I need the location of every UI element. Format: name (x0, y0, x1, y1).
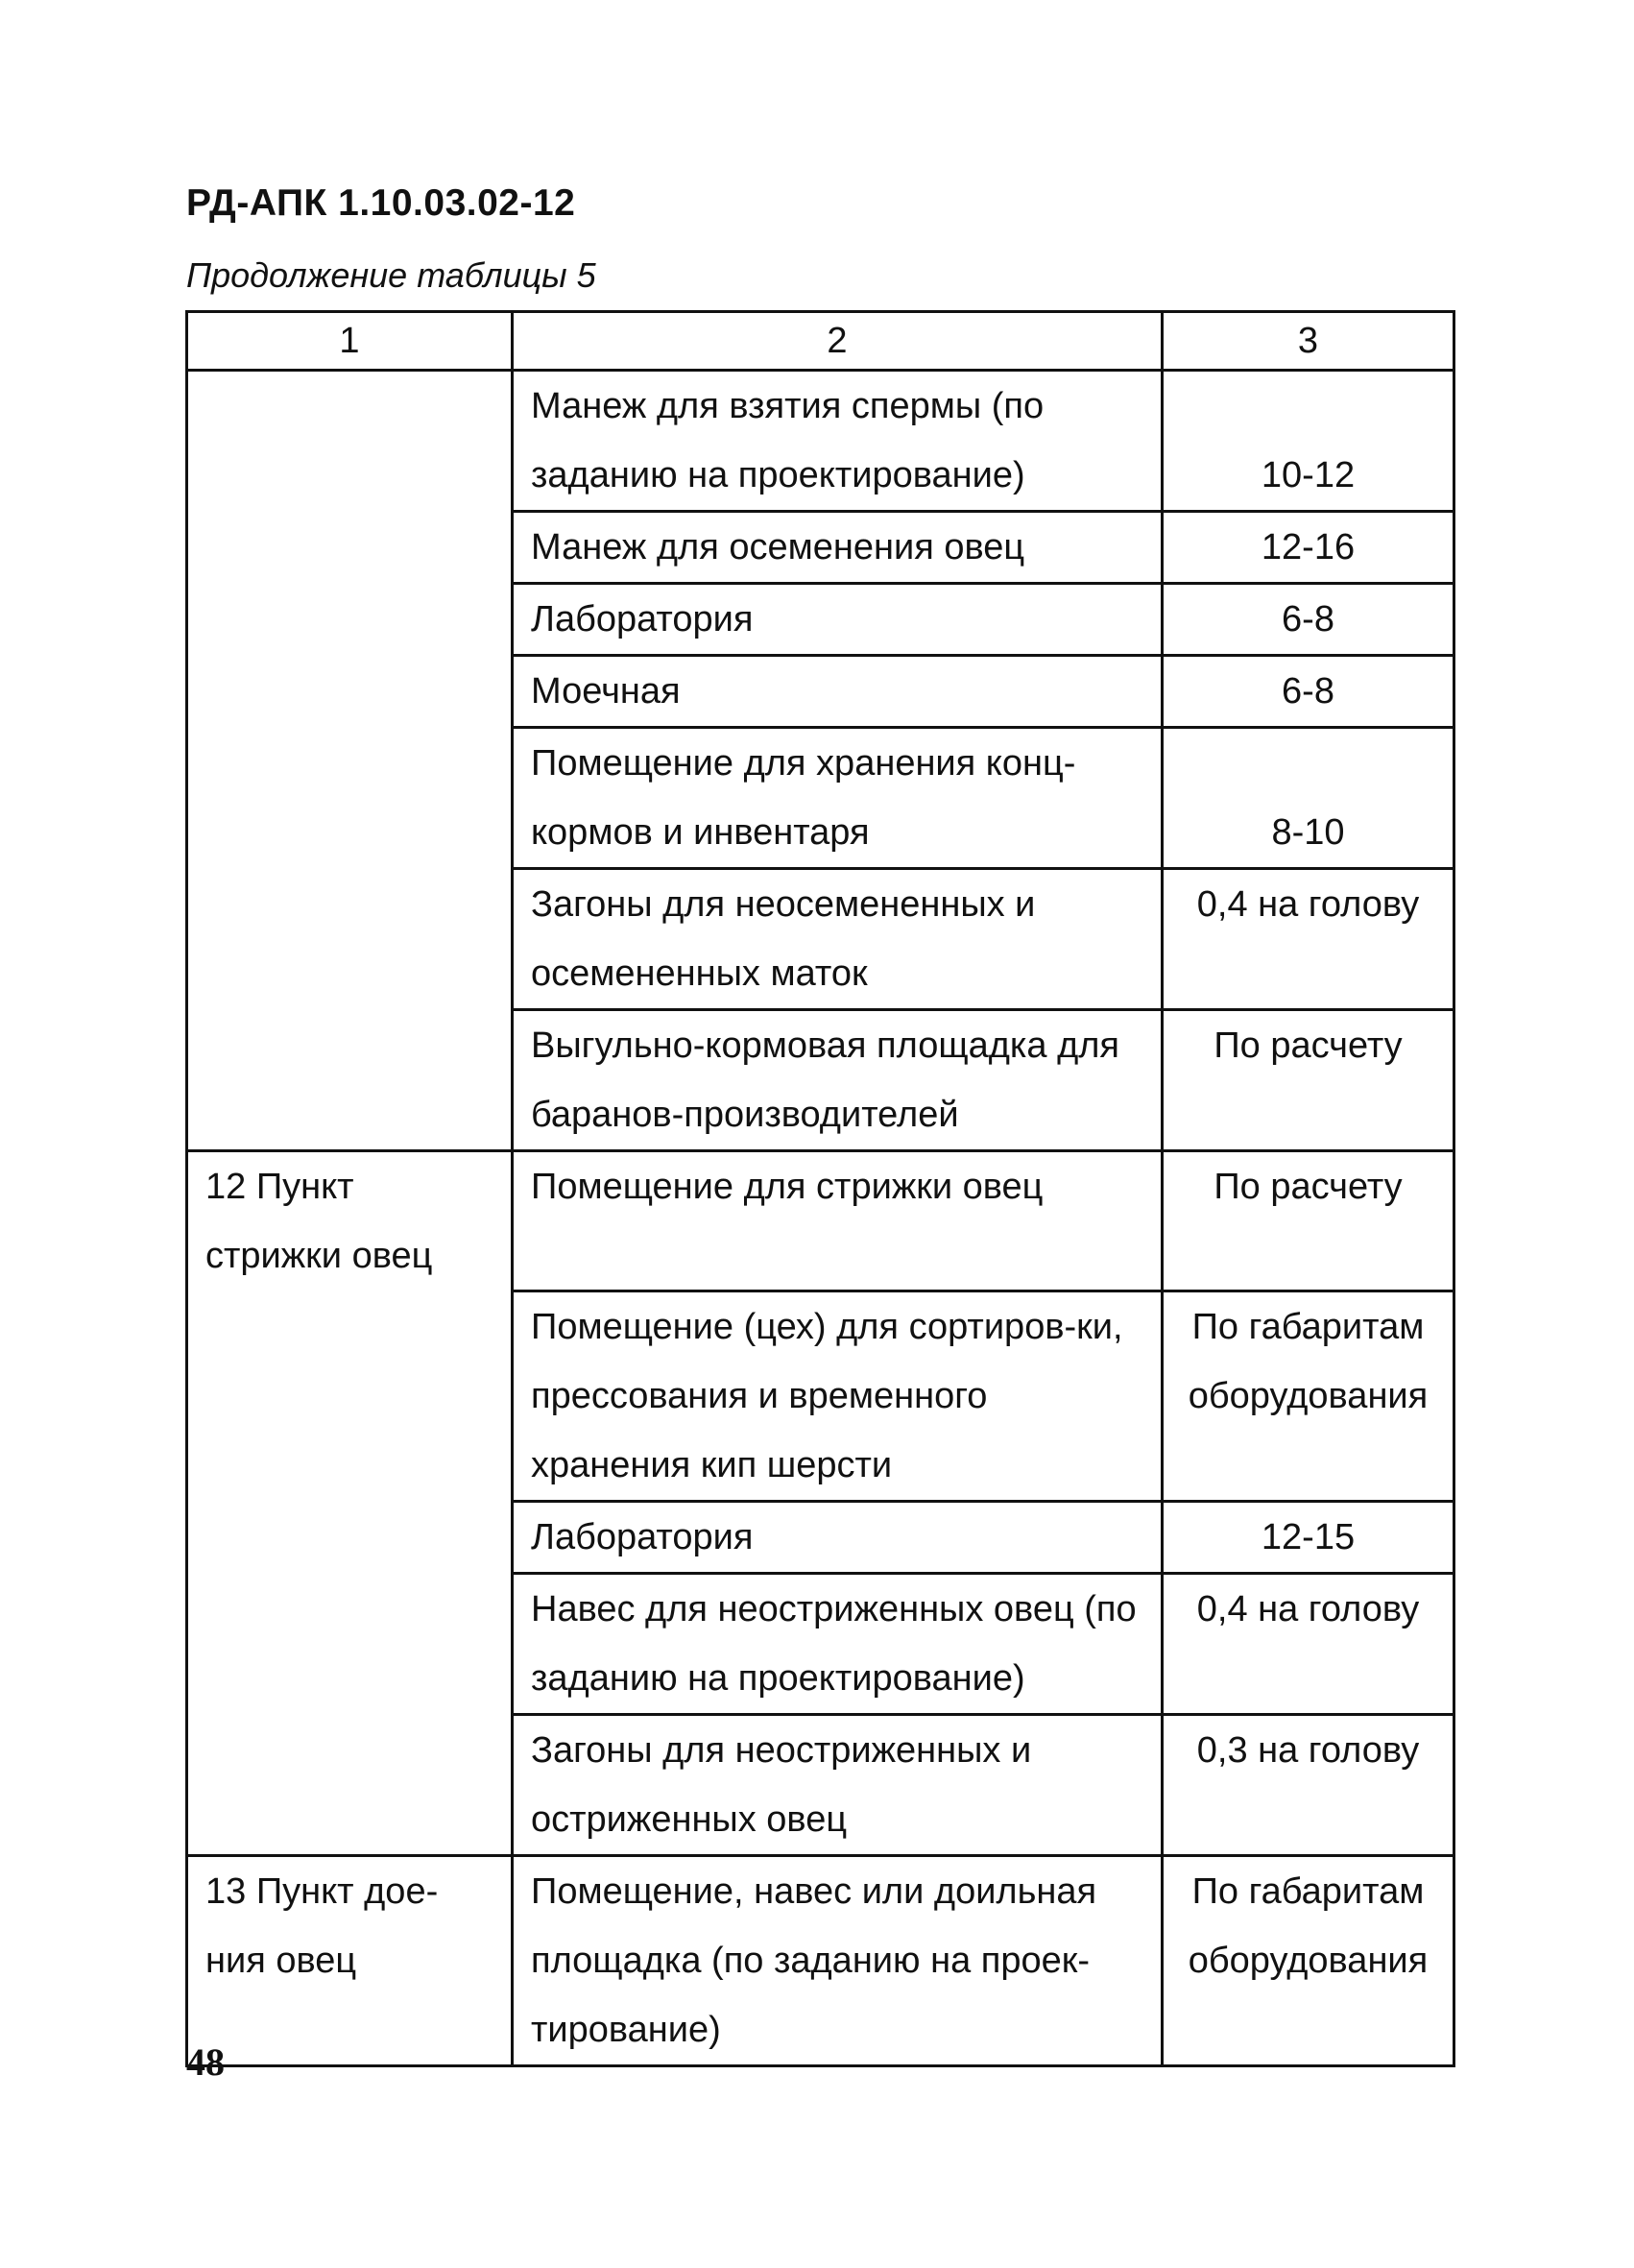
table-cell-room: Помещение для стрижки овец (513, 1151, 1163, 1291)
table-cell-area: По расчету (1163, 1010, 1454, 1151)
table-cell-area: По габаритам оборудования (1163, 1291, 1454, 1501)
table-cell-group (187, 1573, 513, 1714)
table-cell-group: 13 Пункт дое-ния овец (187, 1855, 513, 2065)
table-cell-area: 12-16 (1163, 512, 1454, 584)
document-code: РД-АПК 1.10.03.02-12 (186, 182, 576, 224)
table-cell-group (187, 1501, 513, 1573)
table-cell-room: Выгульно-кормовая площадка для баранов-производителей (513, 1010, 1163, 1151)
table-row (187, 1573, 1454, 1714)
column-header-3: 3 (1163, 312, 1454, 371)
table-caption: Продолжение таблицы 5 (186, 255, 596, 295)
table-cell-group (187, 1010, 513, 1151)
table-cell-group: 12 Пункт стрижки овец (187, 1151, 513, 1291)
table-cell-room: Помещение, навес или доильная площадка (по заданию на проек-тирование) (513, 1855, 1163, 2065)
table-row (187, 1010, 1454, 1151)
table-cell-room: Загоны для неостриженных и остриженных овец (513, 1714, 1163, 1855)
column-header-1: 1 (187, 312, 513, 371)
table-row (187, 728, 1454, 869)
table-cell-group (187, 656, 513, 728)
table-cell-area: 0,4 на голову (1163, 869, 1454, 1010)
table-cell-room: Помещение (цех) для сортиров-ки, прессования и временного хранения кип шерсти (513, 1291, 1163, 1501)
table-row (187, 371, 1454, 512)
table-row (187, 1714, 1454, 1855)
table-cell-area: 0,3 на голову (1163, 1714, 1454, 1855)
table-header-row (187, 312, 1454, 371)
table-cell-room: Навес для неостриженных овец (по заданию на проектирование) (513, 1573, 1163, 1714)
table-cell-area: 0,4 на голову (1163, 1573, 1454, 1714)
table-row (187, 1291, 1454, 1501)
table-row (187, 869, 1454, 1010)
table-cell-group (187, 584, 513, 656)
page-number: 48 (186, 2040, 225, 2084)
table-row (187, 512, 1454, 584)
table-row (187, 1855, 1454, 2065)
table-cell-room: Лаборатория (513, 584, 1163, 656)
table-cell-group (187, 1714, 513, 1855)
table-cell-group (187, 1291, 513, 1501)
table-cell-area: 10-12 (1163, 371, 1454, 512)
table-cell-area: По габаритам оборудования (1163, 1855, 1454, 2065)
table-cell-room: Манеж для взятия спермы (по заданию на проектирование) (513, 371, 1163, 512)
table-cell-room: Лаборатория (513, 1501, 1163, 1573)
table-cell-group (187, 371, 513, 512)
table-cell-room: Помещение для хранения конц-кормов и инвентаря (513, 728, 1163, 869)
table-cell-room: Моечная (513, 656, 1163, 728)
table-cell-group (187, 512, 513, 584)
data-table (185, 310, 1455, 2067)
table-cell-room: Загоны для неосемененных и осемененных маток (513, 869, 1163, 1010)
table-cell-room: Манеж для осеменения овец (513, 512, 1163, 584)
table-cell-area: По расчету (1163, 1151, 1454, 1291)
table-cell-area: 6-8 (1163, 656, 1454, 728)
table-cell-area: 8-10 (1163, 728, 1454, 869)
table-row (187, 656, 1454, 728)
table-row (187, 1151, 1454, 1291)
table-row (187, 1501, 1454, 1573)
table-cell-area: 6-8 (1163, 584, 1454, 656)
table-row (187, 584, 1454, 656)
table-cell-group (187, 869, 513, 1010)
table-cell-area: 12-15 (1163, 1501, 1454, 1573)
table-cell-group (187, 728, 513, 869)
column-header-2: 2 (513, 312, 1163, 371)
